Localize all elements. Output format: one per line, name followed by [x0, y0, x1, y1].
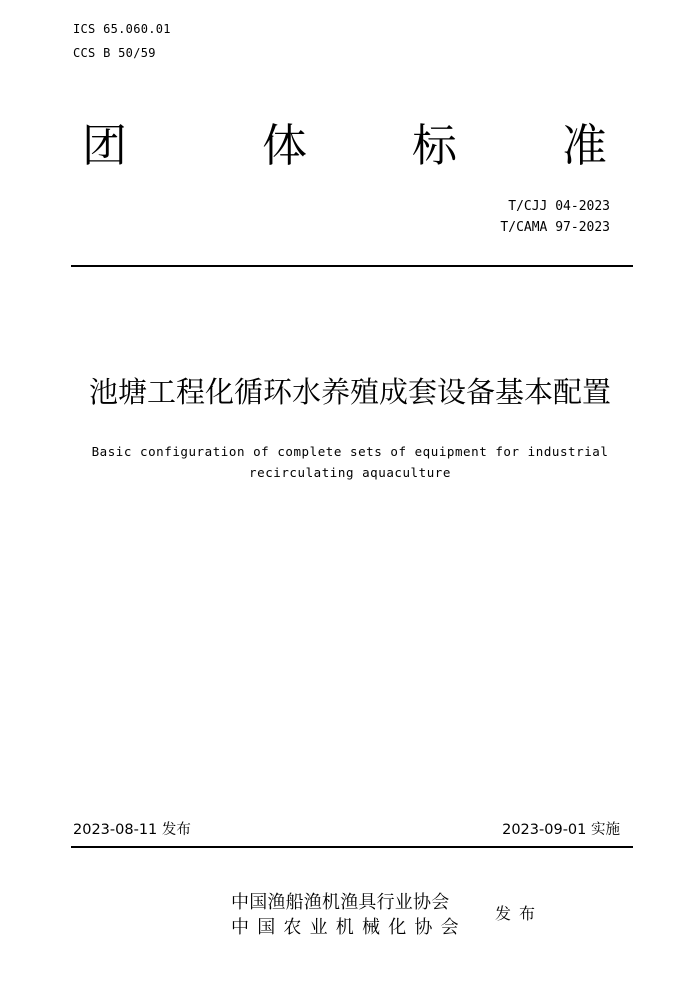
- ccs-code: CCS B 50/59: [73, 46, 156, 60]
- ics-code: ICS 65.060.01: [73, 22, 171, 36]
- standard-type-heading: [82, 118, 614, 174]
- top-divider: [71, 265, 633, 267]
- document-title-zh: 池塘工程化循环水养殖成套设备基本配置: [88, 375, 611, 409]
- title-en-line: recirculating aquaculture: [249, 465, 451, 480]
- standard-type-char: 标: [412, 119, 458, 172]
- standard-type-char: 体: [262, 119, 308, 172]
- publish-label: 发布: [495, 904, 544, 923]
- standard-type-char: 团: [82, 119, 128, 172]
- standard-code-cama: T/CAMA 97-2023: [500, 220, 610, 235]
- standard-type-char: 准: [562, 119, 608, 172]
- issue-date: 2023-08-11 发布: [73, 822, 191, 838]
- issuer-org-fishery: 中国渔船渔机渔具行业协会: [231, 892, 450, 913]
- issuer-org-agri-mechanization: 中国农业机械化协会: [231, 917, 467, 938]
- document-title-en: [70, 441, 630, 483]
- title-en-line: Basic configuration of complete sets of equipment for industrial: [91, 444, 609, 459]
- implementation-date: 2023-09-01 实施: [502, 822, 620, 838]
- standard-code-cjj: T/CJJ 04-2023: [508, 199, 610, 214]
- bottom-divider: [71, 846, 633, 848]
